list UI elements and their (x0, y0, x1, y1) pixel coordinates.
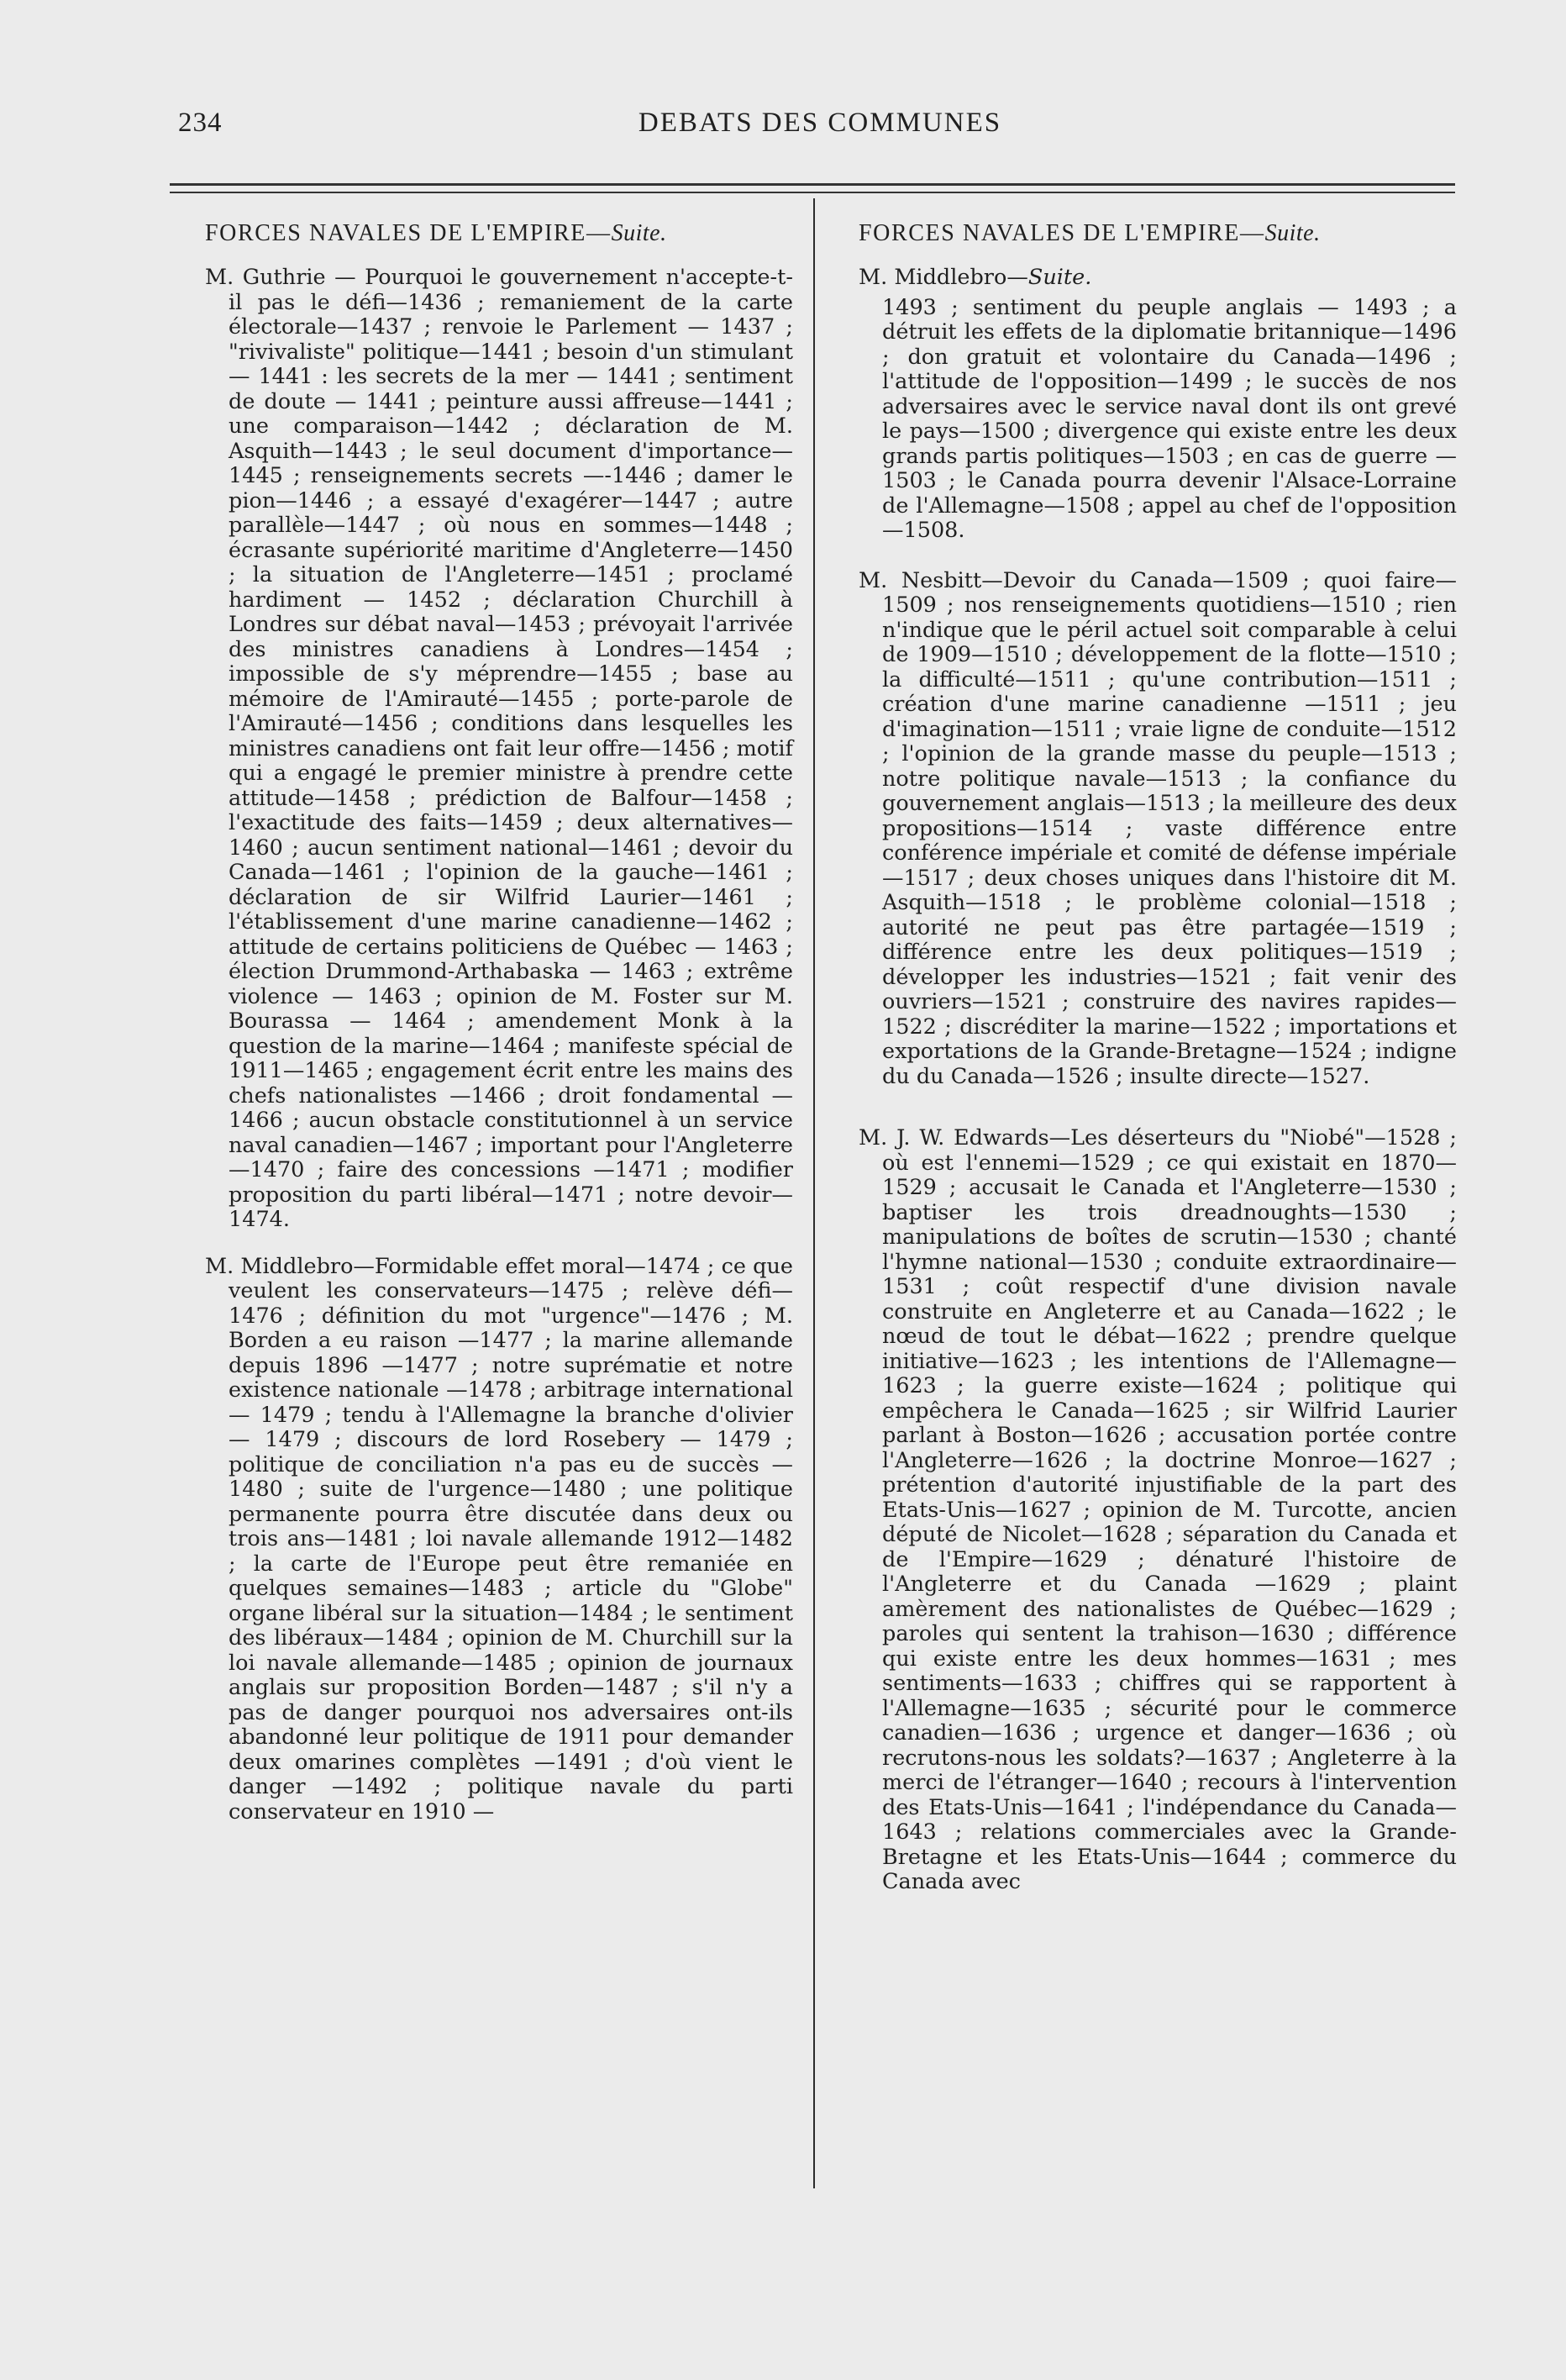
page-number: 234 (178, 108, 223, 138)
index-entry-guthrie: M. Guthrie — Pourquoi le gouvernement n'accepte-t-il pas le défi—1436 ; remaniement de la carte électorale—1437 ; renvoie le Parlement — 1437 ; "rivivaliste" politique—1441 ; besoin d'un stimulant — 1441 : les secrets de la mer — 1441 ; sentiment de doute — 1441 ; peinture aussi affreuse—1441 ; une comparaison—1442 ; déclaration de M. Asquith—1443 ; le seul document d'importance—1445 ; renseignements secrets —-1446 ; damer le pion—1446 ; a essayé d'exagérer—1447 ; autre parallèle—1447 ; où nous en sommes—1448 ; écrasante supériorité maritime d'Angleterre—1450 ; la situation de l'Angleterre—1451 ; proclamé hardiment — 1452 ; déclaration Churchill à Londres sur débat naval—1453 ; prévoyait l'arrivée des ministres canadiens à Londres—1454 ; impossible de s'y méprendre—1455 ; base au mémoire de l'Amirauté—1455 ; porte-parole de l'Amirauté—1456 ; conditions dans lesquelles les ministres canadiens ont fait leur offre—1456 ; motif qui a engagé le premier ministre à prendre cette attitude—1458 ; prédiction de Balfour—1458 ; l'exactitude des faits—1459 ; deux alternatives—1460 ; aucun sentiment national—1461 ; devoir du Canada—1461 ; l'opinion de la gauche—1461 ; déclaration de sir Wilfrid Laurier—1461 ; l'établissement d'une marine canadienne—1462 ; attitude de certains politiciens de Québec — 1463 ; élection Drummond-Arthabaska — 1463 ; extrême violence — 1463 ; opinion de M. Foster sur M. Bourassa — 1464 ; amendement Monk à la question de la marine—1464 ; manifeste spécial de 1911—1465 ; engagement écrit entre les mains des chefs nationalistes —1466 ; droit fondamental — 1466 ; aucun obstacle constitutionnel à un service naval canadien—1467 ; important pour l'Angleterre—1470 ; faire des concessions —1471 ; modifier proposition du parti libéral—1471 ; notre devoir—1474. (205, 265, 793, 1232)
running-head: DEBATS DES COMMUNES (638, 108, 1002, 138)
header-rule-bottom (170, 192, 1455, 193)
speaker-suite: Suite. (1027, 265, 1092, 290)
speaker-name: M. Middlebro— (859, 265, 1028, 290)
index-entry-nesbitt: M. Nesbitt—Devoir du Canada—1509 ; quoi faire—1509 ; nos renseignements quotidiens—1510 ; rien n'indique que le péril actuel soit comparable à celui de 1909—1510 ; développement de la flotte—1510 ; la difficulté—1511 ; qu'une contribution—1511 ; création d'une marine canadienne —1511 ; jeu d'imagination—1511 ; vraie ligne de conduite—1512 ; l'opinion de la grande masse du peuple—1513 ; notre politique navale—1513 ; la confiance du gouvernement anglais—1513 ; la meilleure des deux propositions—1514 ; vaste différence entre conférence impériale et comité de défense impériale—1517 ; deux choses uniques dans l'histoire dit M. Asquith—1518 ; le problème colonial—1518 ; autorité ne peut pas être partagée—1519 ; différence entre les deux politiques—1519 ; développer les industries—1521 ; fait venir des ouvriers—1521 ; construire des navires rapides—1522 ; discréditer la marine—1522 ; importations et exportations de la Grande-Bretagne—1524 ; indigne du du Canada—1526 ; insulte directe—1527. (859, 567, 1457, 1089)
left-column (205, 220, 793, 1846)
section-title-text: FORCES NAVALES DE L'EMPIRE— (205, 220, 612, 246)
section-title-text: FORCES NAVALES DE L'EMPIRE— (859, 220, 1265, 246)
section-title-suite: Suite. (1264, 220, 1321, 246)
right-column (859, 220, 1457, 1932)
section-title (859, 220, 1457, 247)
header-rule-top (170, 183, 1455, 186)
section-title-suite: Suite. (611, 220, 667, 246)
speaker-lead (859, 266, 1457, 291)
index-entry-middlebro-continued: 1493 ; sentiment du peuple anglais — 1493 ; a détruit les effets de la diplomatie britannique—1496 ; don gratuit et volontaire du Canada—1496 ; l'attitude de l'opposition—1499 ; le succès de nos adversaires avec le service naval dont ils ont grevé le pays—1500 ; divergence qui existe entre les deux grands partis politiques—1503 ; en cas de guerre —1503 ; le Canada pourra devenir l'Alsace-Lorraine de l'Allemagne—1508 ; appel au chef de l'opposition—1508. (882, 294, 1457, 543)
column-divider (813, 198, 815, 2188)
page-header (178, 108, 1462, 151)
index-entry-middlebro: M. Middlebro—Formidable effet moral—1474 ; ce que veulent les conservateurs—1475 ; relève défi—1476 ; définition du mot "urgence"—1476 ; M. Borden a eu raison —1477 ; la marine allemande depuis 1896 —1477 ; notre suprématie et notre existence nationale —1478 ; arbitrage international — 1479 ; tendu à l'Allemagne la branche d'olivier — 1479 ; discours de lord Rosebery — 1479 ; politique de conciliation n'a pas eu de succès — 1480 ; suite de l'urgence—1480 ; une politique permanente pourra être discutée dans deux ou trois ans—1481 ; loi navale allemande 1912—1482 ; la carte de l'Europe peut être remaniée en quelques semaines—1483 ; article du "Globe" organe libéral sur la situation—1484 ; le sentiment des libéraux—1484 ; opinion de M. Churchill sur la loi navale allemande—1485 ; opinion de journaux anglais sur proposition Borden—1487 ; s'il n'y a pas de danger pourquoi nos adversaires ont-ils abandonné leur politique de 1911 pour demander deux omarines complètes —1491 ; d'où vient le danger —1492 ; politique navale du parti conservateur en 1910 — (205, 1253, 793, 1824)
section-title (205, 220, 793, 247)
index-entry-edwards: M. J. W. Edwards—Les déserteurs du "Niobé"—1528 ; où est l'ennemi—1529 ; ce qui existait en 1870—1529 ; accusait le Canada et l'Angleterre—1530 ; baptiser les trois dreadnoughts—1530 ; manipulations de boîtes de scrutin—1530 ; chanté l'hymne national—1530 ; conduite extraordinaire—1531 ; coût respectif d'une division navale construite en Angleterre et au Canada—1622 ; le nœud de tout le débat—1622 ; prendre quelque initiative—1623 ; les intentions de l'Allemagne—1623 ; la guerre existe—1624 ; politique qui empêchera le Canada—1625 ; sir Wilfrid Laurier parlant à Boston—1626 ; accusation portée contre l'Angleterre—1626 ; la doctrine Monroe—1627 ; prétention d'autorité injustifiable de la part des Etats-Unis—1627 ; opinion de M. Turcotte, ancien député de Nicolet—1628 ; séparation du Canada et de l'Empire—1629 ; dénaturé l'histoire de l'Angleterre et du Canada —1629 ; plaint amèrement des nationalistes de Québec—1629 ; paroles qui sentent la trahison—1630 ; différence qui existe entre les deux hommes—1631 ; mes sentiments—1633 ; chiffres qui se rapportent à l'Allemagne—1635 ; sécurité pour le commerce canadien—1636 ; urgence et danger—1636 ; où recrutons-nous les soldats?—1637 ; Angleterre à la merci de l'étranger—1640 ; recours à l'intervention des Etats-Unis—1641 ; l'indépendance du Canada—1643 ; relations commerciales avec la Grande-Bretagne et les Etats-Unis—1644 ; commerce du Canada avec (859, 1125, 1457, 1894)
